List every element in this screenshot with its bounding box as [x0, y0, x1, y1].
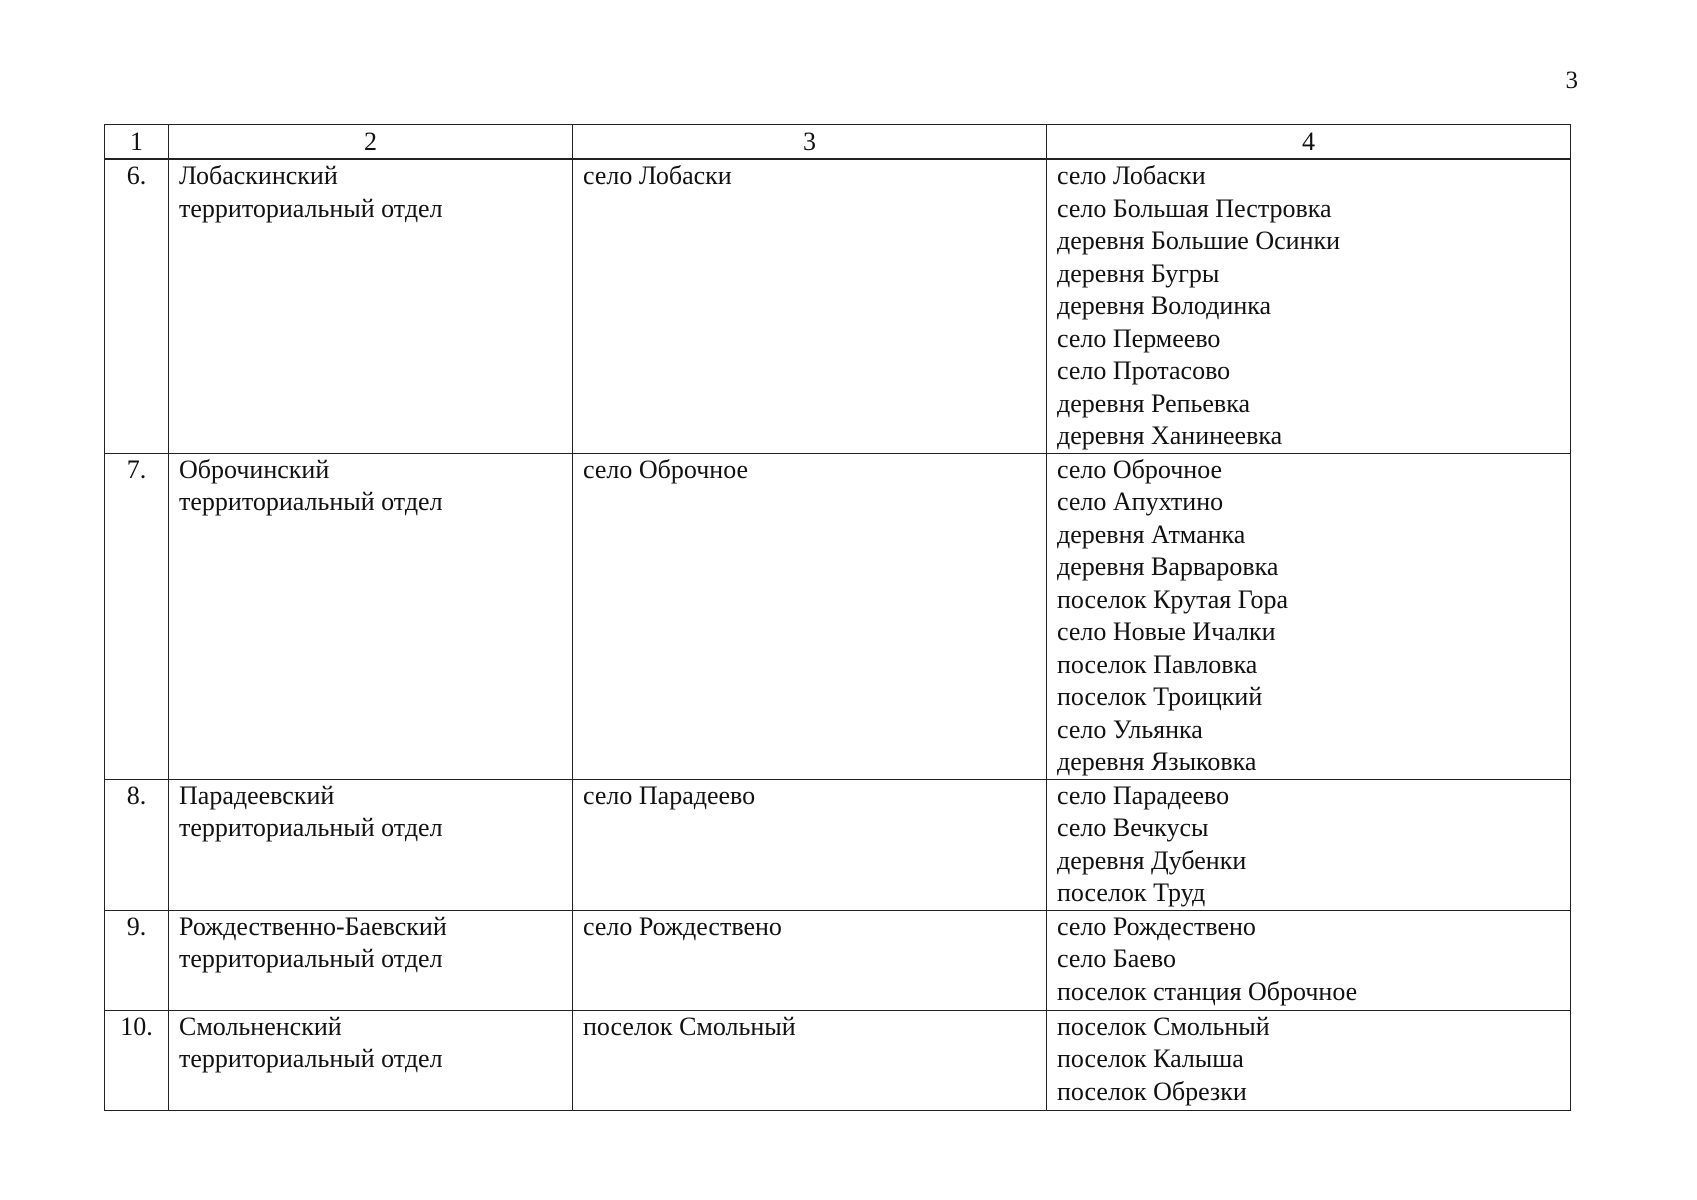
- settlement-list: [1047, 1010, 1571, 1110]
- settlement: поселок Обрезки: [1057, 1076, 1247, 1106]
- settlement: село Новые Ичалки: [1057, 617, 1276, 646]
- settlement: деревня Языковка: [1057, 747, 1257, 776]
- settlement: поселок Павловка: [1057, 649, 1258, 679]
- settlement: село Ульянка: [1057, 714, 1203, 744]
- settlement-list: [1047, 779, 1571, 910]
- row-number: 10.: [105, 1010, 169, 1110]
- territorial-department: [169, 453, 573, 779]
- table-row: [105, 910, 1571, 1010]
- department-suffix: территориальный отдел: [179, 193, 443, 223]
- settlement: село Оброчное: [1057, 454, 1223, 484]
- page-number: 3: [1565, 67, 1578, 94]
- settlement: село Вечкусы: [1057, 813, 1209, 842]
- settlement: село Протасово: [1057, 356, 1231, 385]
- table-row: [105, 779, 1571, 910]
- settlement: деревня Варваровка: [1057, 552, 1279, 581]
- row-number: 7.: [105, 453, 169, 779]
- department-suffix: территориальный отдел: [179, 813, 443, 842]
- administrative-center: поселок Смольный: [573, 1010, 1047, 1110]
- settlements-table: [104, 124, 1571, 1111]
- administrative-center: село Парадеево: [573, 779, 1047, 910]
- column-header: 3: [573, 125, 1047, 160]
- settlement: село Лобаски: [1057, 161, 1206, 190]
- row-number: 6.: [105, 159, 169, 453]
- settlement: поселок Смольный: [1057, 1011, 1270, 1041]
- column-header: 2: [169, 125, 573, 160]
- territorial-department: [169, 1010, 573, 1110]
- department-name: Лобаскинский: [179, 161, 338, 190]
- settlement: деревня Ханинеевка: [1057, 421, 1283, 450]
- settlement-list: [1047, 910, 1571, 1010]
- department-name: Оброчинский: [179, 454, 330, 484]
- settlement: поселок станция Оброчное: [1057, 976, 1358, 1006]
- settlement: деревня Атманка: [1057, 519, 1246, 549]
- territorial-department: [169, 159, 573, 453]
- settlement: село Большая Пестровка: [1057, 193, 1332, 223]
- settlement: поселок Троицкий: [1057, 682, 1263, 711]
- row-number: 9.: [105, 910, 169, 1010]
- department-suffix: территориальный отдел: [179, 944, 443, 973]
- settlement: село Баево: [1057, 944, 1176, 973]
- administrative-center: село Лобаски: [573, 159, 1047, 453]
- department-name: Рождественно-Баевский: [179, 911, 447, 941]
- settlement: село Парадеево: [1057, 780, 1230, 810]
- column-header: 4: [1047, 125, 1571, 160]
- department-suffix: территориальный отдел: [179, 1044, 443, 1073]
- settlement: село Рождествено: [1057, 911, 1256, 941]
- territorial-department: [169, 779, 573, 910]
- department-name: Смольненский: [179, 1011, 342, 1041]
- department-name: Парадеевский: [179, 780, 335, 810]
- settlement: деревня Репьевка: [1057, 388, 1250, 418]
- settlement: поселок Труд: [1057, 878, 1206, 907]
- administrative-center: село Оброчное: [573, 453, 1047, 779]
- administrative-center: село Рождествено: [573, 910, 1047, 1010]
- settlement: деревня Володинка: [1057, 291, 1272, 320]
- row-number: 8.: [105, 779, 169, 910]
- territorial-department: [169, 910, 573, 1010]
- settlement: поселок Калыша: [1057, 1044, 1244, 1073]
- table-body: [105, 125, 1571, 1111]
- department-suffix: территориальный отдел: [179, 487, 443, 516]
- settlement: село Пермеево: [1057, 323, 1221, 353]
- settlement: село Апухтино: [1057, 487, 1224, 516]
- column-header: 1: [105, 125, 169, 160]
- settlement: деревня Бугры: [1057, 258, 1220, 288]
- settlement-list: [1047, 159, 1571, 453]
- settlement: поселок Крутая Гора: [1057, 584, 1289, 614]
- table-row: [105, 159, 1571, 453]
- table-row: [105, 453, 1571, 779]
- settlement: деревня Дубенки: [1057, 845, 1247, 875]
- settlement: деревня Большие Осинки: [1057, 226, 1341, 255]
- settlement-list: [1047, 453, 1571, 779]
- table-row: [105, 1010, 1571, 1110]
- column-number-row: [105, 125, 1571, 160]
